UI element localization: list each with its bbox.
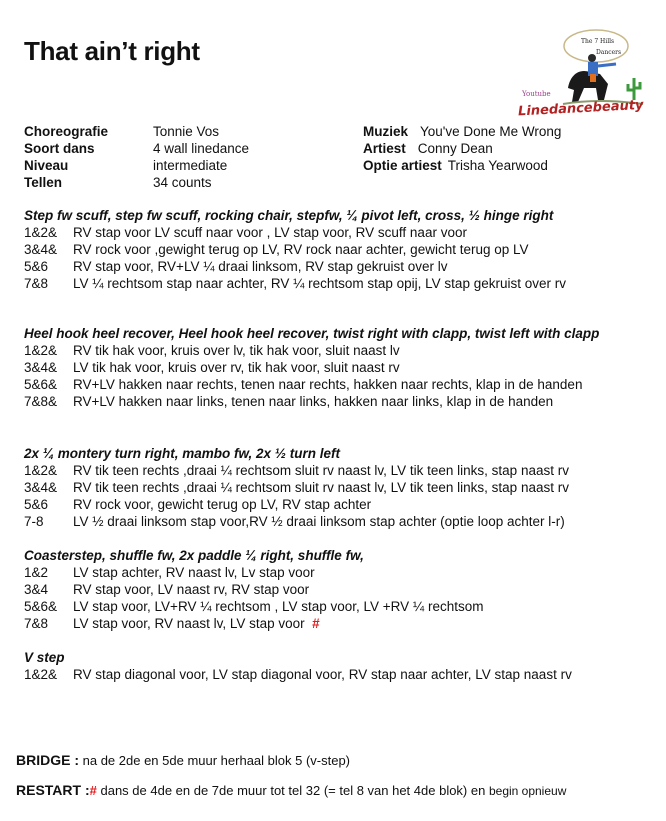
step-desc: RV tik teen rechts ,draai ¼ rechtsom sluit rv naast lv, LV tik teen links, stap naast rv: [73, 463, 569, 478]
info-value: 4 wall linedance: [153, 141, 250, 156]
step-count: 3&4&: [24, 480, 58, 495]
step-desc: RV+LV hakken naar links, tenen naar links, hakken naar links, klap in de handen: [73, 394, 554, 409]
bridge-label: BRIDGE :: [16, 752, 79, 768]
step-count: 1&2&: [24, 343, 58, 358]
cowboy-lasso-icon: [508, 28, 658, 118]
bridge-text: na de 2de en 5de muur herhaal blok 5 (v-step): [82, 753, 351, 768]
info-value: Trisha Yearwood: [447, 158, 548, 173]
step-count: 1&2&: [24, 463, 58, 478]
restart-text-small: begin opnieuw: [488, 784, 567, 798]
info-row-muziek: [363, 123, 561, 140]
section-title: Coasterstep, shuffle fw, 2x paddle ¼ right, shuffle fw,: [24, 548, 364, 563]
step-row: [24, 224, 654, 241]
logo-bubble-text-1: The 7 Hills: [581, 38, 615, 45]
step-section-5: [24, 649, 654, 683]
step-row: [24, 258, 654, 275]
step-count: 7&8: [24, 616, 49, 631]
info-row-artiest: [363, 140, 561, 157]
logo-brand-text: Linedancebeauty: [517, 97, 644, 118]
section-title: Step fw scuff, step fw scuff, rocking chair, stepfw, ¼ pivot left, cross, ½ hinge right: [24, 208, 554, 223]
info-row-soort-dans: [24, 140, 249, 157]
dance-info-left: [24, 123, 249, 191]
step-section-1: [24, 207, 654, 292]
step-row: [24, 359, 654, 376]
info-value: Conny Dean: [417, 141, 493, 156]
logo-youtube-label: Youtube: [522, 90, 551, 98]
step-count: 3&4&: [24, 242, 58, 257]
info-label: Tellen: [24, 175, 63, 190]
step-desc: RV rock voor, gewicht terug op LV, RV stap achter: [73, 497, 372, 512]
step-row: [24, 615, 654, 632]
step-desc: RV stap voor, RV+LV ¼ draai linksom, RV stap gekruist over lv: [73, 259, 448, 274]
step-row: [24, 513, 654, 530]
dance-info-right: [363, 123, 561, 174]
step-count: 5&6: [24, 497, 49, 512]
step-count: 5&6&: [24, 377, 58, 392]
info-value: You've Done Me Wrong: [420, 124, 562, 139]
step-row: [24, 496, 654, 513]
step-row: [24, 666, 654, 683]
logo-bubble-text-2: Dancers: [596, 49, 622, 56]
step-count: 7&8: [24, 276, 49, 291]
restart-marker: #: [89, 783, 97, 798]
step-count: 3&4&: [24, 360, 58, 375]
info-row-optie-artiest: [363, 157, 561, 174]
section-title: V step: [24, 650, 65, 665]
info-label: Soort dans: [24, 141, 95, 156]
step-count: 1&2&: [24, 667, 58, 682]
info-value: Tonnie Vos: [153, 124, 220, 139]
step-row: [24, 342, 654, 359]
step-desc: LV ½ draai linksom stap voor,RV ½ draai linksom stap achter (optie loop achter l-r): [73, 514, 565, 529]
step-section-2: [24, 325, 654, 410]
step-desc: [73, 615, 320, 632]
step-row: [24, 598, 654, 615]
step-count: 3&4: [24, 582, 49, 597]
restart-note: [16, 782, 566, 798]
info-label: Muziek: [363, 124, 409, 139]
bridge-note: [16, 752, 350, 768]
info-label: Niveau: [24, 158, 69, 173]
step-row: [24, 581, 654, 598]
info-row-niveau: [24, 157, 249, 174]
step-count: 5&6: [24, 259, 49, 274]
step-count: 7-8: [24, 514, 44, 529]
step-count: 1&2&: [24, 225, 58, 240]
step-desc: LV stap voor, LV+RV ¼ rechtsom , LV stap voor, LV +RV ¼ rechtsom: [73, 599, 484, 614]
step-row: [24, 275, 654, 292]
step-count: 5&6&: [24, 599, 58, 614]
step-section-3: [24, 445, 654, 530]
info-label: Choreografie: [24, 124, 109, 139]
info-value: 34 counts: [153, 175, 212, 190]
step-row: [24, 241, 654, 258]
step-count: 1&2: [24, 565, 49, 580]
section-title: 2x ¼ montery turn right, mambo fw, 2x ½ turn left: [24, 446, 341, 461]
info-label: Optie artiest: [363, 158, 442, 173]
step-desc: RV tik teen rechts ,draai ¼ rechtsom sluit rv naast lv, LV tik teen links, stap naast rv: [73, 480, 569, 495]
step-desc-text: LV stap voor, RV naast lv, LV stap voor: [73, 616, 305, 631]
step-desc: RV stap voor, LV naast rv, RV stap voor: [73, 582, 310, 597]
restart-label: RESTART :: [16, 782, 90, 798]
step-desc: RV stap voor LV scuff naar voor , LV stap voor, RV scuff naar voor: [73, 225, 467, 240]
step-desc: RV+LV hakken naar rechts, tenen naar rechts, hakken naar rechts, klap in de handen: [73, 377, 583, 392]
restart-text: dans de 4de en de 7de muur tot tel 32 (= tel 8 van het 4de blok) en: [100, 783, 486, 798]
info-row-choreografie: [24, 123, 249, 140]
step-row: [24, 564, 654, 581]
step-row: [24, 393, 654, 410]
step-desc: RV tik hak voor, kruis over lv, tik hak voor, sluit naast lv: [73, 343, 400, 358]
section-title: Heel hook heel recover, Heel hook heel recover, twist right with clapp, twist left with clapp: [24, 326, 600, 341]
step-desc: RV stap diagonal voor, LV stap diagonal voor, RV stap naar achter, LV stap naast rv: [73, 667, 572, 682]
step-desc: RV rock voor ,gewight terug op LV, RV rock naar achter, gewicht terug op LV: [73, 242, 529, 257]
linedancebeauty-logo: [508, 28, 658, 118]
info-row-tellen: [24, 174, 249, 191]
info-label: Artiest: [363, 141, 406, 156]
info-value: intermediate: [153, 158, 228, 173]
dance-title: That ain’t right: [24, 36, 200, 66]
restart-marker: #: [312, 616, 320, 631]
step-row: [24, 479, 654, 496]
step-row: [24, 462, 654, 479]
step-row: [24, 376, 654, 393]
step-count: 7&8&: [24, 394, 58, 409]
step-section-4: [24, 547, 654, 632]
step-desc: LV ¼ rechtsom stap naar achter, RV ¼ rechtsom stap opij, LV stap gekruist over rv: [73, 276, 566, 291]
step-desc: LV tik hak voor, kruis over rv, tik hak voor, sluit naast rv: [73, 360, 400, 375]
step-desc: LV stap achter, RV naast lv, Lv stap voor: [73, 565, 315, 580]
